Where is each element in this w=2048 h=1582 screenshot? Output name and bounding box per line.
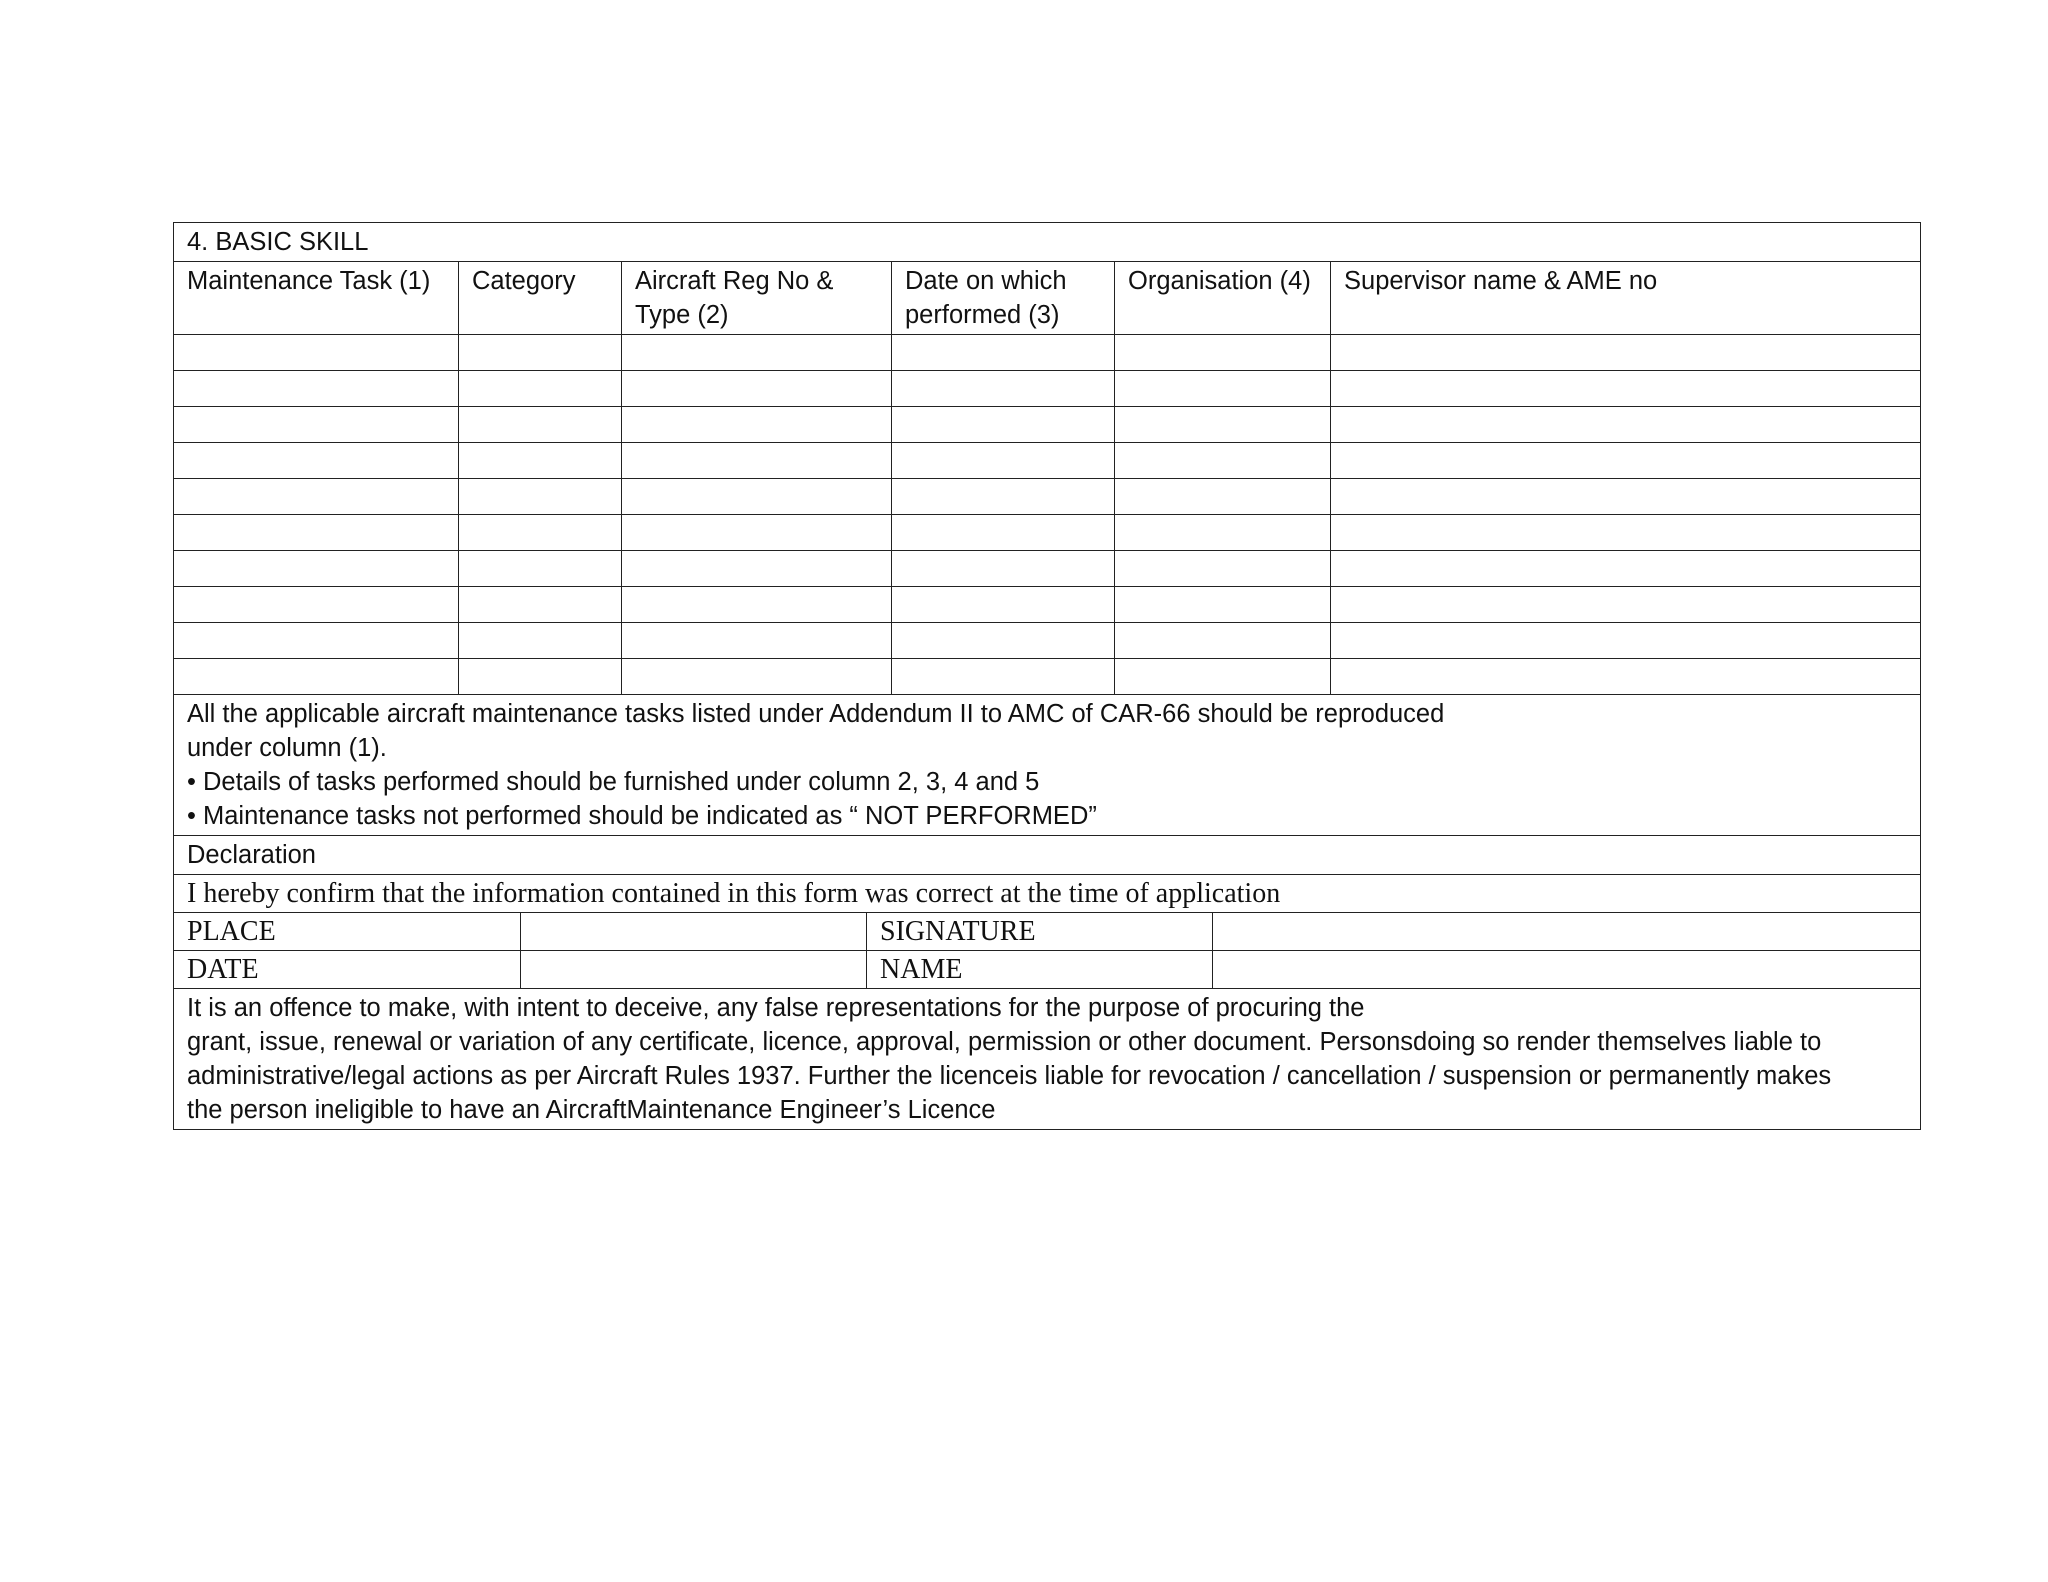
header-category: Category (458, 262, 621, 334)
table-cell[interactable] (1114, 443, 1330, 478)
table-cell[interactable] (174, 623, 458, 658)
table-cell[interactable] (621, 659, 891, 694)
date-field[interactable] (520, 951, 866, 988)
table-cell[interactable] (621, 623, 891, 658)
table-cell[interactable] (458, 587, 621, 622)
notes-row (174, 694, 1920, 835)
table-cell[interactable] (174, 479, 458, 514)
header-date-performed: Date on which performed (3) (891, 262, 1114, 334)
note-line: All the applicable aircraft maintenance tasks listed under Addendum II to AMC of CAR-66 should be reproduced (187, 700, 1445, 728)
place-signature-row (174, 912, 1920, 950)
table-cell[interactable] (1114, 371, 1330, 406)
table-cell[interactable] (1330, 515, 1920, 550)
table-cell[interactable] (891, 659, 1114, 694)
table-cell[interactable] (621, 551, 891, 586)
offence-line: administrative/legal actions as per Aircraft Rules 1937. Further the licenceis liable for revocation / cancellation / suspension or permanently makes (187, 1062, 1832, 1090)
date-name-row (174, 950, 1920, 988)
table-cell[interactable] (1330, 659, 1920, 694)
table-cell[interactable] (621, 335, 891, 370)
signature-field[interactable] (1212, 913, 1920, 950)
table-cell[interactable] (458, 371, 621, 406)
table-header-row (174, 261, 1920, 334)
table-cell[interactable] (891, 551, 1114, 586)
table-cell[interactable] (1330, 479, 1920, 514)
note-line: under column (1). (187, 734, 387, 762)
date-label: DATE (187, 954, 259, 985)
table-cell[interactable] (891, 587, 1114, 622)
table-row (174, 370, 1920, 406)
note-line: • Maintenance tasks not performed should be indicated as “ NOT PERFORMED” (187, 802, 1097, 830)
table-row (174, 406, 1920, 442)
table-cell[interactable] (458, 407, 621, 442)
header-aircraft-reg: Aircraft Reg No & Type (2) (621, 262, 891, 334)
table-cell[interactable] (1114, 335, 1330, 370)
table-cell[interactable] (891, 623, 1114, 658)
table-cell[interactable] (621, 515, 891, 550)
table-cell[interactable] (1114, 587, 1330, 622)
table-cell[interactable] (1114, 515, 1330, 550)
table-cell[interactable] (1330, 335, 1920, 370)
offence-line: It is an offence to make, with intent to deceive, any false representations for the purpose of procuring the (187, 994, 1365, 1022)
table-cell[interactable] (891, 515, 1114, 550)
table-cell[interactable] (891, 479, 1114, 514)
table-cell[interactable] (1330, 587, 1920, 622)
offence-notice-row (174, 988, 1920, 1129)
offence-line: the person ineligible to have an AircraftMaintenance Engineer’s Licence (187, 1096, 996, 1124)
table-cell[interactable] (174, 587, 458, 622)
header-organisation: Organisation (4) (1114, 262, 1330, 334)
declaration-heading: Declaration (187, 841, 316, 869)
table-cell[interactable] (174, 371, 458, 406)
table-cell[interactable] (891, 407, 1114, 442)
section-title-row (174, 223, 1920, 261)
table-cell[interactable] (458, 335, 621, 370)
header-supervisor: Supervisor name & AME no (1330, 262, 1920, 334)
table-cell[interactable] (1114, 623, 1330, 658)
signature-label: SIGNATURE (866, 913, 1212, 950)
table-cell[interactable] (458, 659, 621, 694)
name-label: NAME (866, 951, 1212, 988)
table-cell[interactable] (458, 515, 621, 550)
table-row (174, 622, 1920, 658)
basic-skill-form (173, 222, 1921, 1130)
task-rows (174, 334, 1920, 694)
table-row (174, 586, 1920, 622)
table-cell[interactable] (1114, 659, 1330, 694)
table-cell[interactable] (621, 479, 891, 514)
table-cell[interactable] (621, 407, 891, 442)
place-field[interactable] (520, 913, 866, 950)
declaration-heading-row (174, 835, 1920, 874)
table-row (174, 550, 1920, 586)
table-cell[interactable] (1330, 443, 1920, 478)
table-cell[interactable] (1114, 407, 1330, 442)
table-cell[interactable] (174, 551, 458, 586)
table-row (174, 334, 1920, 370)
table-cell[interactable] (458, 623, 621, 658)
offence-line: grant, issue, renewal or variation of any certificate, licence, approval, permission or other document. Personsdoing so render themselves liable to (187, 1028, 1822, 1056)
table-cell[interactable] (174, 443, 458, 478)
table-cell[interactable] (458, 479, 621, 514)
declaration-statement-row (174, 874, 1920, 912)
table-row (174, 442, 1920, 478)
table-cell[interactable] (621, 443, 891, 478)
table-cell[interactable] (174, 407, 458, 442)
table-row (174, 514, 1920, 550)
table-cell[interactable] (1330, 551, 1920, 586)
table-cell[interactable] (174, 515, 458, 550)
note-line: • Details of tasks performed should be furnished under column 2, 3, 4 and 5 (187, 768, 1040, 796)
table-row (174, 478, 1920, 514)
table-cell[interactable] (458, 551, 621, 586)
table-cell[interactable] (174, 659, 458, 694)
table-cell[interactable] (891, 443, 1114, 478)
table-cell[interactable] (1114, 551, 1330, 586)
section-title: 4. BASIC SKILL (187, 228, 369, 256)
name-field[interactable] (1212, 951, 1920, 988)
table-row (174, 658, 1920, 694)
table-cell[interactable] (1114, 479, 1330, 514)
table-cell[interactable] (458, 443, 621, 478)
table-cell[interactable] (621, 371, 891, 406)
header-maintenance-task: Maintenance Task (1) (187, 267, 431, 295)
table-cell[interactable] (1330, 371, 1920, 406)
table-cell[interactable] (174, 335, 458, 370)
table-cell[interactable] (1330, 623, 1920, 658)
table-cell[interactable] (1330, 407, 1920, 442)
declaration-statement: I hereby confirm that the information contained in this form was correct at the time of application (187, 878, 1281, 909)
table-cell[interactable] (891, 371, 1114, 406)
place-label: PLACE (187, 916, 276, 947)
table-cell[interactable] (891, 335, 1114, 370)
table-cell[interactable] (621, 587, 891, 622)
